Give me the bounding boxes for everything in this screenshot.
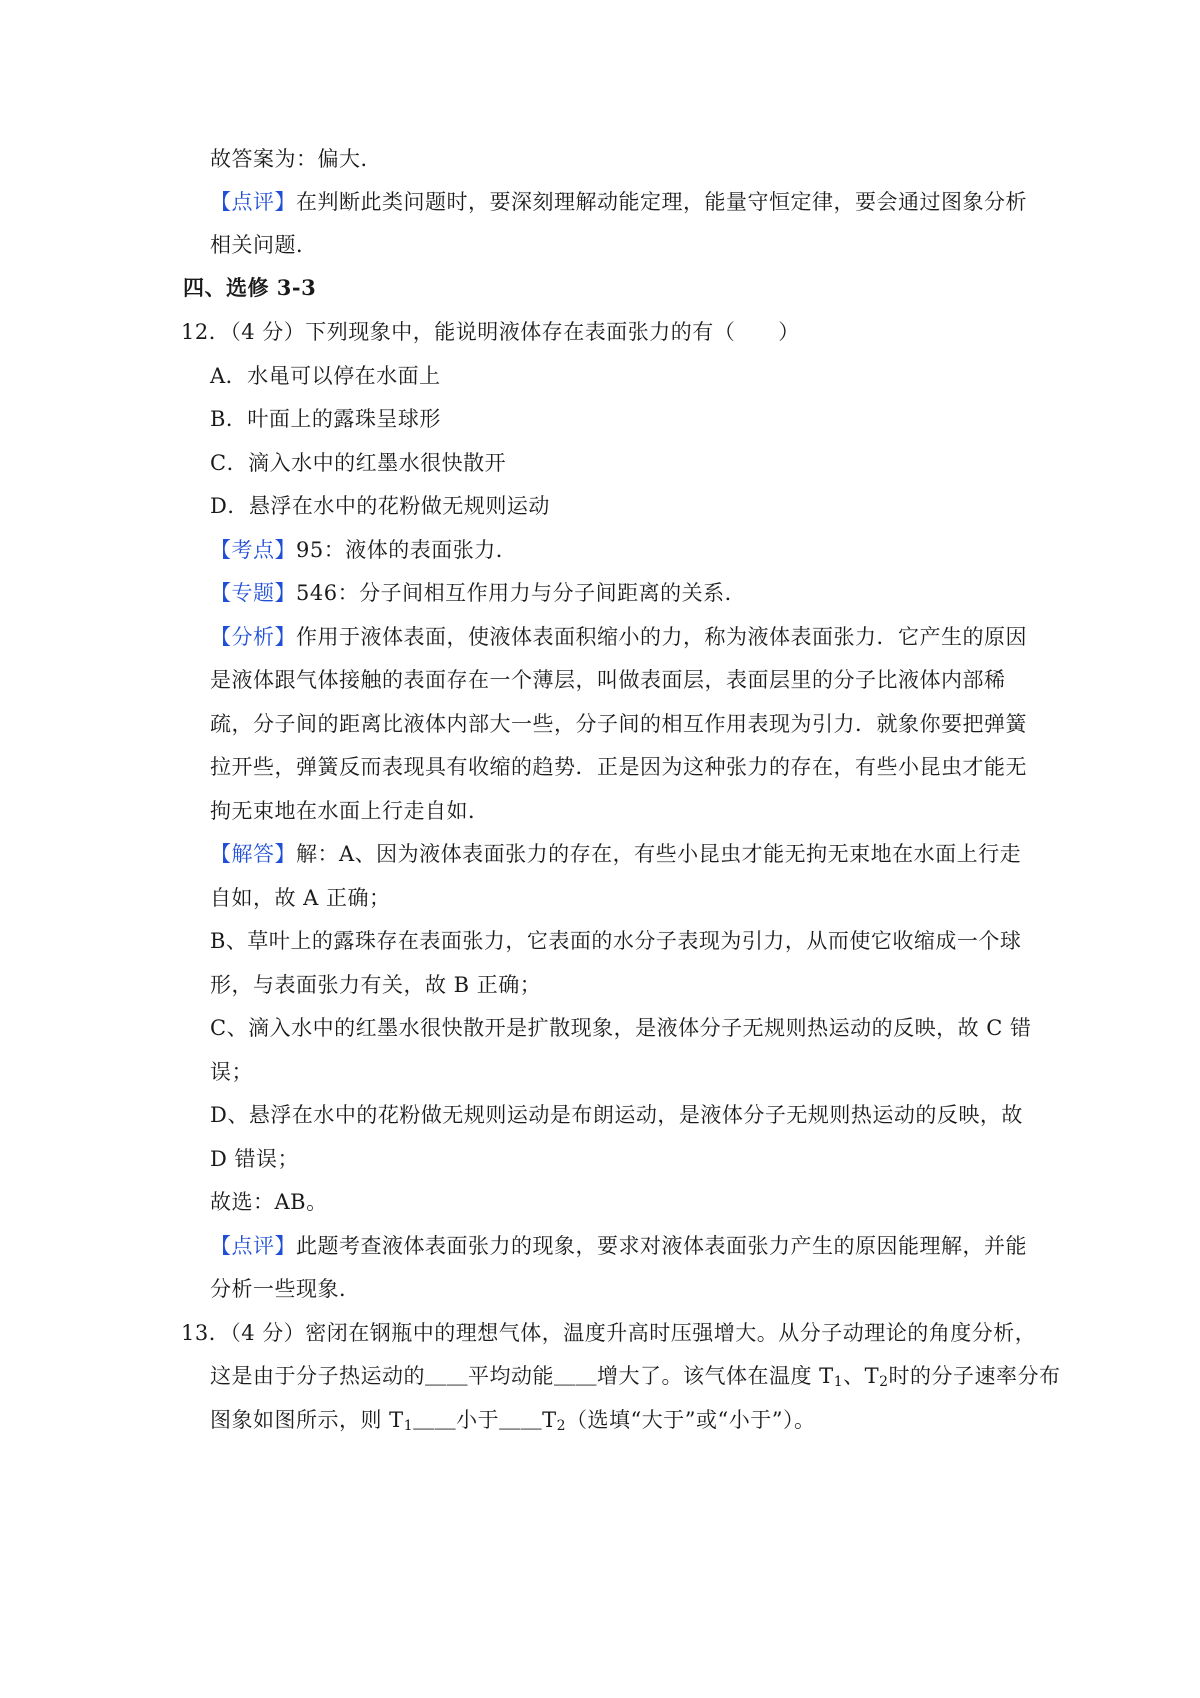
option-c: C．滴入水中的红墨水很快散开 [210,451,507,475]
jieda-line-8: D 错误； [210,1147,300,1171]
comment-tag: 【点评】 [210,190,296,214]
zhuanti-tag: 【专题】 [210,581,296,605]
dianping2-line-1 [210,1232,1027,1260]
question-13: 13．（4 分）密闭在钢瓶中的理想气体，温度升高时压强增大。从分子动理论的角度分析， [181,1321,1037,1345]
kaodian-tag: 【考点】 [210,538,296,562]
subscript-4: 2 [556,1418,567,1434]
jieda-line-4: 形，与表面张力有关，故 B 正确； [210,973,542,997]
fenxi-line-4: 拉开些，弹簧反而表现具有收缩的趋势．正是因为这种张力的存在，有些小昆虫才能无 [210,755,1027,779]
comment-line-2: 相关问题． [210,233,318,257]
answer-blank-1: ＿＿平均动能＿＿ [425,1364,597,1388]
kaodian-line [210,536,517,564]
jieda-line-9: 故选：AB。 [210,1190,328,1214]
q13-text-c: 、T [843,1364,880,1388]
jieda-line-5: C、滴入水中的红墨水很快散开是扩散现象，是液体分子无规则热运动的反映，故 C 错 [210,1016,1032,1040]
fenxi-line-3: 疏，分子间的距离比液体内部大一些，分子间的相互作用表现为引力．就象你要把弹簧 [210,712,1027,736]
subscript-1: 1 [833,1374,844,1390]
dianping2-text: 此题考查液体表面张力的现象，要求对液体表面张力产生的原因能理解，并能 [296,1234,1027,1258]
answer-line: 故答案为：偏大． [210,147,382,171]
fenxi-line-1 [210,623,1027,651]
option-b: B．叶面上的露珠呈球形 [210,407,441,431]
q13-text-a: 这是由于分子热运动的 [210,1364,425,1388]
section-title: 四、选修 3-3 [183,275,317,300]
q13-text-e: 图象如图所示，则 T [210,1408,404,1432]
subscript-2: 2 [879,1374,889,1390]
dianping2-tag: 【点评】 [210,1234,296,1258]
jieda-line-1 [210,840,1021,868]
fenxi-line-5: 拘无束地在水面上行走自如． [210,799,490,823]
jieda-line-2: 自如，故 A 正确； [210,886,391,910]
option-d: D．悬浮在水中的花粉做无规则运动 [210,494,550,518]
answer-blank-2: ＿＿小于＿＿ [413,1408,543,1432]
jieda-line-6: 误； [210,1060,253,1084]
zhuanti-text: 546：分子间相互作用力与分子间距离的关系． [296,581,747,605]
q13-text-g: （选填“大于”或“小于”）。 [566,1408,816,1432]
kaodian-text: 95：液体的表面张力． [296,538,518,562]
option-a: A．水黾可以停在水面上 [210,364,441,388]
jieda-tag: 【解答】 [210,842,296,866]
jieda-text: 解：A、因为液体表面张力的存在，有些小昆虫才能无拘无束地在水面上行走 [296,842,1022,866]
q13-text-b: 增大了。该气体在温度 T [597,1364,834,1388]
jieda-line-7: D、悬浮在水中的花粉做无规则运动是布朗运动，是液体分子无规则热运动的反映，故 [210,1103,1023,1127]
subscript-3: 1 [403,1418,414,1434]
q13-text-d: 时的分子速率分布 [888,1364,1061,1388]
comment-line [210,188,1027,216]
question-13-line-2 [210,1362,1061,1390]
fenxi-text: 作用于液体表面，使液体表面积缩小的力，称为液体表面张力．它产生的原因 [296,625,1027,649]
fenxi-tag: 【分析】 [210,625,296,649]
q13-text-f: T [542,1408,557,1432]
dianping2-line-2: 分析一些现象． [210,1277,361,1301]
question-13-line-3 [210,1406,816,1434]
jieda-line-3: B、草叶上的露珠存在表面张力，它表面的水分子表现为引力，从而使它收缩成一个球 [210,929,1022,953]
fenxi-line-2: 是液体跟气体接触的表面存在一个薄层，叫做表面层，表面层里的分子比液体内部稀 [210,668,1006,692]
comment-text: 在判断此类问题时，要深刻理解动能定理，能量守恒定律，要会通过图象分析 [296,190,1027,214]
zhuanti-line [210,579,746,607]
question-12: 12．（4 分）下列现象中，能说明液体存在表面张力的有（ ） [181,320,800,344]
